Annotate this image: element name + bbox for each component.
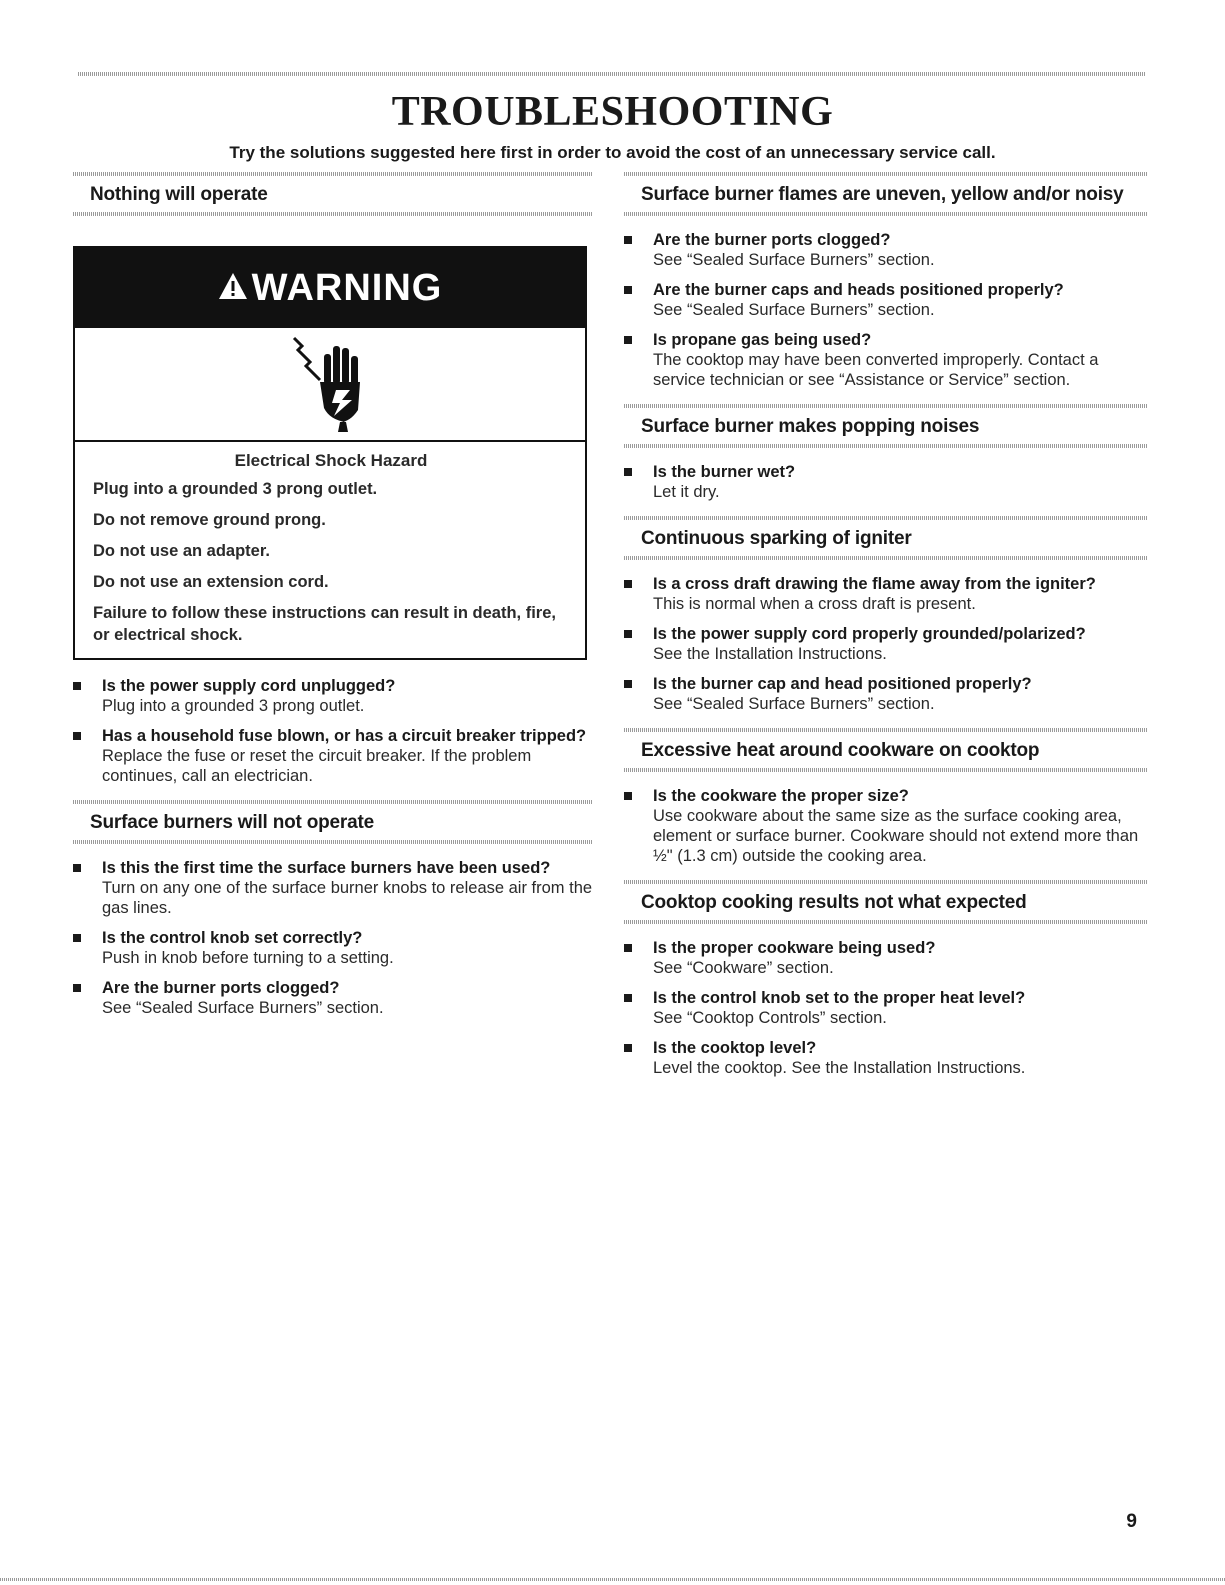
section-rule-bottom: [624, 768, 1147, 772]
warning-line: Plug into a grounded 3 prong outlet.: [93, 480, 378, 498]
question: Is propane gas being used?: [653, 331, 872, 349]
list-item: [624, 786, 1147, 866]
answer: This is normal when a cross draft is present.: [653, 595, 976, 613]
section-heading: Cooktop cooking results not what expected: [641, 892, 1027, 913]
section-heading: Excessive heat around cookware on cooktop: [641, 740, 1040, 761]
question: Has a household fuse blown, or has a circuit breaker tripped?: [102, 727, 587, 745]
bullet-icon: [73, 984, 81, 992]
page-number: 9: [1126, 1511, 1137, 1532]
section-popping-noises: [624, 404, 1147, 502]
bullet-icon: [624, 336, 632, 344]
section-continuous-sparking: [624, 516, 1147, 714]
answer: Plug into a grounded 3 prong outlet.: [102, 697, 365, 715]
warning-line: Do not use an extension cord.: [93, 573, 329, 591]
left-column: [73, 172, 593, 1032]
electrical-shock-icon: [290, 332, 370, 437]
list-item: [73, 726, 593, 786]
answer: See “Sealed Surface Burners” section.: [102, 999, 384, 1017]
list-item: [73, 858, 593, 918]
bullet-icon: [624, 580, 632, 588]
answer: See “Sealed Surface Burners” section.: [653, 301, 935, 319]
item-list: [624, 230, 1147, 390]
list-item: [73, 978, 593, 1018]
list-item: [624, 624, 1147, 664]
section-heading: Surface burners will not operate: [90, 812, 374, 833]
bullet-icon: [624, 680, 632, 688]
list-item: [624, 574, 1147, 614]
item-list: [624, 786, 1147, 866]
bullet-icon: [624, 468, 632, 476]
bullet-icon: [73, 864, 81, 872]
bullet-icon: [624, 630, 632, 638]
section-heading: Nothing will operate: [90, 184, 268, 205]
question: Are the burner ports clogged?: [102, 979, 340, 997]
right-column: [624, 172, 1147, 1092]
question: Is the proper cookware being used?: [653, 939, 936, 957]
list-item: [624, 230, 1147, 270]
section-rule-bottom: [624, 444, 1147, 448]
warning-label: WARNING: [251, 266, 443, 309]
question: Is a cross draft drawing the flame away from the igniter?: [653, 575, 1096, 593]
question: Are the burner caps and heads positioned properly?: [653, 281, 1064, 299]
section-heading: Surface burner flames are uneven, yellow and/or noisy: [641, 184, 1124, 205]
answer: The cooktop may have been converted improperly. Contact a service technician or see “Assistance or Service” section.: [653, 351, 1099, 389]
question: Is the power supply cord unplugged?: [102, 677, 396, 695]
answer: Let it dry.: [653, 483, 720, 501]
shock-icon-area: [75, 328, 585, 442]
bullet-icon: [624, 236, 632, 244]
question: Is the control knob set correctly?: [102, 929, 363, 947]
section-cooking-results: [624, 880, 1147, 1078]
item-list: [624, 938, 1147, 1078]
page-subtitle: Try the solutions suggested here first in order to avoid the cost of an unnecessary service call.: [229, 143, 996, 162]
section-rule-bottom: [73, 840, 593, 844]
bottom-divider: [0, 1578, 1225, 1581]
warning-header: [75, 248, 585, 328]
bullet-icon: [73, 732, 81, 740]
answer: See “Sealed Surface Burners” section.: [653, 695, 935, 713]
warning-body: [75, 442, 585, 658]
list-item: [624, 674, 1147, 714]
item-list: [73, 858, 593, 1018]
question: Is the cooktop level?: [653, 1039, 817, 1057]
list-item: [73, 928, 593, 968]
question: Is the burner wet?: [653, 463, 796, 481]
list-item: [73, 676, 593, 716]
hazard-title: Electrical Shock Hazard: [234, 451, 428, 470]
list-item: [624, 988, 1147, 1028]
answer: See “Cooktop Controls” section.: [653, 1009, 887, 1027]
item-list: [73, 676, 593, 786]
bullet-icon: [73, 934, 81, 942]
section-rule-bottom: [73, 212, 593, 216]
section-heading: Continuous sparking of igniter: [641, 528, 912, 549]
question: Is this the first time the surface burners have been used?: [102, 859, 551, 877]
warning-triangle-icon: [218, 267, 248, 310]
bullet-icon: [624, 1044, 632, 1052]
section-heading: Surface burner makes popping noises: [641, 416, 980, 437]
question: Is the cookware the proper size?: [653, 787, 909, 805]
section-rule-bottom: [624, 212, 1147, 216]
section-rule-bottom: [624, 920, 1147, 924]
list-item: [624, 1038, 1147, 1078]
warning-box: [73, 246, 587, 660]
list-item: [624, 330, 1147, 390]
warning-line: Failure to follow these instructions can result in death, fire, or electrical shock.: [93, 604, 556, 644]
answer: Turn on any one of the surface burner knobs to release air from the gas lines.: [102, 879, 593, 917]
bullet-icon: [624, 944, 632, 952]
answer: See “Cookware” section.: [653, 959, 834, 977]
section-flames-uneven: [624, 172, 1147, 390]
answer: Level the cooktop. See the Installation Instructions.: [653, 1059, 1026, 1077]
answer: Push in knob before turning to a setting.: [102, 949, 394, 967]
bullet-icon: [624, 994, 632, 1002]
answer: Replace the fuse or reset the circuit breaker. If the problem continues, call an electrician.: [102, 747, 532, 785]
top-divider: [78, 72, 1146, 76]
bullet-icon: [624, 792, 632, 800]
question: Is the burner cap and head positioned properly?: [653, 675, 1032, 693]
page-title: TROUBLESHOOTING: [391, 89, 834, 135]
list-item: [624, 462, 1147, 502]
section-excessive-heat: [624, 728, 1147, 866]
answer: See “Sealed Surface Burners” section.: [653, 251, 935, 269]
question: Is the control knob set to the proper heat level?: [653, 989, 1026, 1007]
section-nothing-will-operate: [73, 172, 593, 786]
bullet-icon: [73, 682, 81, 690]
item-list: [624, 574, 1147, 714]
warning-line: Do not remove ground prong.: [93, 511, 326, 529]
answer: Use cookware about the same size as the surface cooking area, element or surface burner. Cookware should not extend more than ½" (1.3 cm) outside the cooking area.: [653, 807, 1139, 865]
warning-line: Do not use an adapter.: [93, 542, 270, 560]
list-item: [624, 280, 1147, 320]
section-rule-bottom: [624, 556, 1147, 560]
bullet-icon: [624, 286, 632, 294]
list-item: [624, 938, 1147, 978]
item-list: [624, 462, 1147, 502]
section-surface-burners-will-not-operate: [73, 800, 593, 1018]
question: Is the power supply cord properly grounded/polarized?: [653, 625, 1086, 643]
question: Are the burner ports clogged?: [653, 231, 891, 249]
answer: See the Installation Instructions.: [653, 645, 887, 663]
